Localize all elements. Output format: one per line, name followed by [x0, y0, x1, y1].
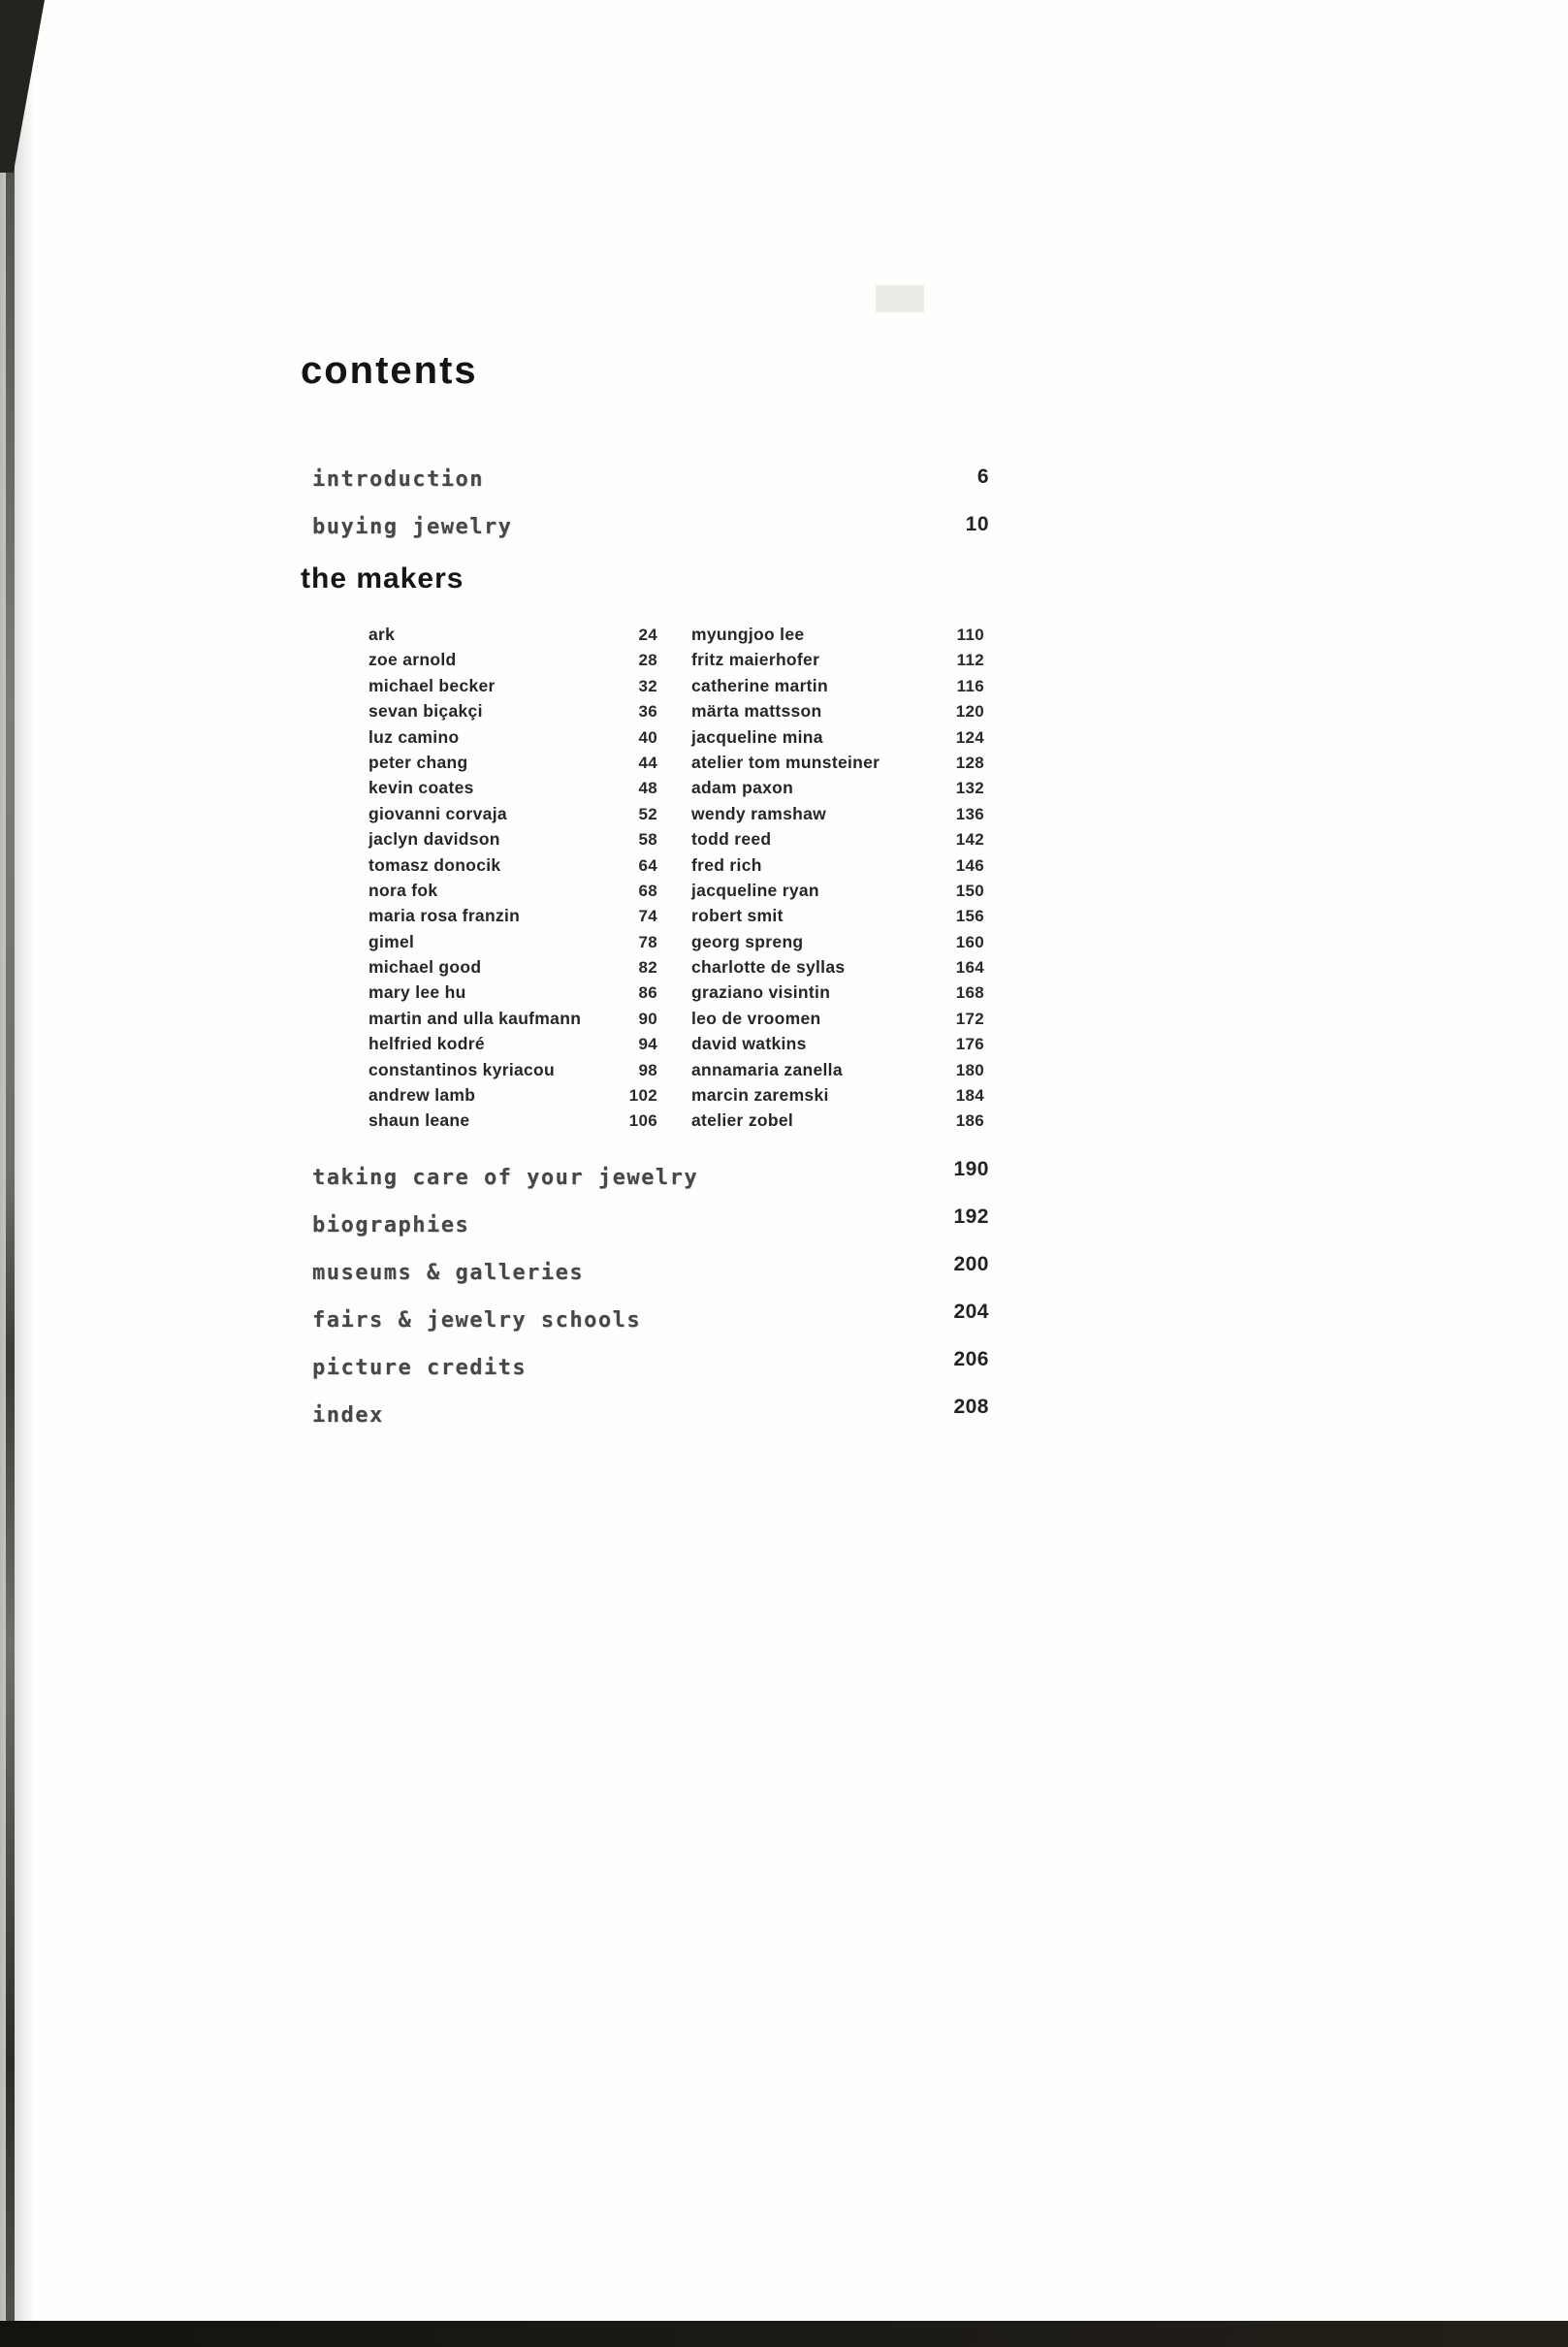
toc-maker-row	[691, 957, 984, 982]
binding-shadow-line	[6, 0, 15, 2347]
toc-maker-row	[691, 650, 984, 675]
maker-page-number: 146	[955, 855, 984, 875]
maker-page-number: 44	[638, 753, 657, 772]
toc-maker-row	[368, 829, 657, 854]
maker-page-number: 28	[638, 651, 657, 670]
toc-maker-row	[691, 727, 984, 753]
toc-entry-label: buying jewelry	[312, 515, 513, 539]
toc-maker-row	[691, 932, 984, 957]
maker-name: helfried kodré	[368, 1034, 485, 1054]
maker-name: atelier zobel	[691, 1110, 794, 1131]
toc-entry-page-number: 204	[953, 1301, 989, 1323]
maker-page-number: 128	[955, 753, 984, 772]
toc-maker-row	[691, 753, 984, 778]
maker-page-number: 116	[956, 676, 984, 695]
maker-page-number: 172	[955, 1009, 984, 1028]
maker-name: constantinos kyriacou	[368, 1059, 556, 1079]
toc-maker-row	[368, 701, 657, 726]
toc-maker-row	[691, 906, 984, 931]
scan-bottom-edge	[0, 2321, 1568, 2347]
maker-name: adam paxon	[691, 778, 794, 798]
maker-page-number: 120	[955, 702, 984, 722]
toc-maker-row	[691, 804, 984, 829]
toc-maker-row	[691, 625, 984, 650]
toc-maker-row	[691, 778, 984, 803]
toc-maker-row	[368, 778, 657, 803]
maker-page-number: 136	[955, 804, 984, 823]
maker-page-number: 186	[955, 1111, 984, 1131]
maker-page-number: 78	[638, 932, 657, 951]
toc-maker-row	[368, 676, 657, 701]
maker-name: märta mattsson	[691, 701, 822, 722]
toc-maker-row	[368, 1085, 657, 1110]
toc-entry	[312, 1348, 989, 1383]
maker-name: graziano visintin	[691, 982, 831, 1003]
maker-page-number: 24	[638, 626, 657, 644]
maker-page-number: 132	[955, 779, 984, 798]
maker-page-number: 112	[956, 651, 984, 670]
maker-name: jaclyn davidson	[368, 829, 500, 850]
toc-entry-page-number: 192	[953, 1206, 989, 1228]
toc-entry-label: picture credits	[312, 1356, 528, 1380]
makers-section-heading: the makers	[301, 563, 464, 595]
toc-entry-label: index	[312, 1403, 384, 1428]
toc-maker-row	[368, 804, 657, 829]
maker-name: fritz maierhofer	[691, 650, 820, 670]
maker-name: kevin coates	[368, 778, 474, 798]
maker-page-number: 124	[955, 727, 984, 747]
maker-page-number: 40	[638, 727, 657, 747]
toc-maker-row	[368, 625, 657, 650]
toc-maker-row	[368, 906, 657, 931]
toc-maker-row	[691, 881, 984, 906]
toc-entry	[312, 1158, 989, 1193]
maker-page-number: 36	[638, 702, 657, 722]
maker-name: marcin zaremski	[691, 1085, 829, 1106]
maker-name: martin and ulla kaufmann	[368, 1008, 582, 1028]
toc-entry-label: taking care of your jewelry	[312, 1166, 699, 1190]
toc-entry-page-number: 208	[953, 1396, 989, 1418]
maker-name: ark	[368, 625, 396, 644]
maker-name: catherine martin	[691, 675, 828, 695]
toc-maker-row	[691, 855, 984, 881]
maker-page-number: 82	[638, 958, 657, 978]
toc-entry	[312, 1301, 989, 1335]
toc-entry-page-number: 6	[976, 466, 989, 488]
toc-entry-page-number: 190	[953, 1158, 989, 1180]
toc-entry-label: museums & galleries	[312, 1261, 585, 1285]
maker-page-number: 106	[628, 1111, 657, 1131]
maker-page-number: 74	[638, 907, 657, 926]
maker-page-number: 90	[638, 1009, 657, 1028]
maker-name: fred rich	[691, 854, 762, 875]
maker-name: wendy ramshaw	[691, 803, 827, 823]
maker-page-number: 48	[638, 779, 657, 798]
maker-name: georg spreng	[691, 931, 804, 951]
maker-name: myungjoo lee	[691, 625, 805, 644]
toc-maker-row	[368, 1060, 657, 1085]
maker-page-number: 160	[955, 932, 984, 951]
maker-page-number: 110	[956, 626, 984, 644]
toc-maker-row	[691, 1060, 984, 1085]
maker-name: nora fok	[368, 880, 438, 900]
maker-name: zoe arnold	[368, 650, 457, 670]
toc-maker-row	[368, 982, 657, 1008]
maker-page-number: 52	[638, 804, 657, 823]
maker-page-number: 164	[955, 958, 984, 978]
toc-maker-row	[368, 957, 657, 982]
maker-name: atelier tom munsteiner	[691, 752, 880, 772]
toc-entry	[312, 515, 989, 563]
toc-maker-row	[368, 650, 657, 675]
toc-entry-label: fairs & jewelry schools	[312, 1308, 642, 1333]
maker-name: annamaria zanella	[691, 1059, 843, 1079]
toc-entry	[312, 1206, 989, 1240]
toc-maker-row	[691, 829, 984, 854]
maker-name: leo de vroomen	[691, 1008, 821, 1028]
toc-maker-row	[691, 1085, 984, 1110]
toc-maker-row	[691, 1009, 984, 1034]
toc-maker-row	[691, 701, 984, 726]
scan-artifact	[876, 285, 924, 312]
toc-maker-row	[691, 676, 984, 701]
maker-page-number: 156	[955, 907, 984, 926]
maker-name: peter chang	[368, 752, 468, 772]
toc-maker-row	[368, 1110, 657, 1136]
makers-column-right	[691, 625, 984, 1137]
maker-page-number: 94	[638, 1035, 657, 1054]
toc-maker-row	[368, 855, 657, 881]
maker-name: tomasz donocik	[368, 854, 501, 875]
toc-maker-row	[691, 982, 984, 1008]
maker-page-number: 102	[628, 1086, 657, 1106]
toc-entry-label: introduction	[312, 467, 484, 492]
maker-name: david watkins	[691, 1034, 807, 1054]
toc-entry-page-number: 206	[953, 1348, 989, 1370]
maker-name: michael good	[368, 957, 482, 978]
maker-page-number: 184	[955, 1086, 984, 1106]
maker-name: shaun leane	[368, 1110, 470, 1131]
toc-maker-row	[368, 1034, 657, 1059]
maker-name: giovanni corvaja	[368, 803, 507, 823]
maker-page-number: 68	[638, 881, 657, 900]
toc-entry	[312, 1253, 989, 1288]
toc-maker-row	[368, 1009, 657, 1034]
maker-page-number: 64	[638, 855, 657, 875]
maker-name: mary lee hu	[368, 982, 466, 1003]
toc-entry	[312, 467, 989, 515]
maker-page-number: 98	[638, 1060, 657, 1079]
makers-column-left	[368, 625, 657, 1137]
page-title: contents	[301, 349, 478, 392]
toc-maker-row	[368, 932, 657, 957]
toc-entry-page-number: 200	[953, 1253, 989, 1275]
toc-entry-label: biographies	[312, 1213, 470, 1238]
toc-entry-page-number: 10	[965, 513, 989, 535]
toc-entry	[312, 1396, 989, 1431]
maker-name: andrew lamb	[368, 1085, 476, 1106]
toc-maker-row	[368, 881, 657, 906]
maker-page-number: 58	[638, 830, 657, 850]
maker-name: jacqueline ryan	[691, 880, 819, 900]
maker-page-number: 86	[638, 983, 657, 1003]
maker-name: jacqueline mina	[691, 726, 823, 747]
maker-name: todd reed	[691, 829, 772, 850]
toc-maker-row	[368, 727, 657, 753]
maker-page-number: 32	[638, 676, 657, 695]
maker-page-number: 168	[955, 983, 984, 1003]
maker-name: luz camino	[368, 726, 460, 747]
maker-name: sevan biçakçi	[368, 701, 483, 722]
back-matter-list	[312, 1158, 989, 1451]
maker-page-number: 142	[955, 830, 984, 850]
front-matter-list	[312, 467, 989, 563]
maker-name: maria rosa franzin	[368, 906, 521, 926]
toc-maker-row	[691, 1110, 984, 1136]
maker-page-number: 150	[955, 881, 984, 900]
toc-maker-row	[691, 1034, 984, 1059]
maker-name: robert smit	[691, 906, 784, 926]
maker-page-number: 176	[955, 1035, 984, 1054]
maker-page-number: 180	[955, 1060, 984, 1079]
maker-name: gimel	[368, 931, 415, 951]
maker-name: michael becker	[368, 675, 496, 695]
maker-name: charlotte de syllas	[691, 957, 846, 978]
toc-maker-row	[368, 753, 657, 778]
